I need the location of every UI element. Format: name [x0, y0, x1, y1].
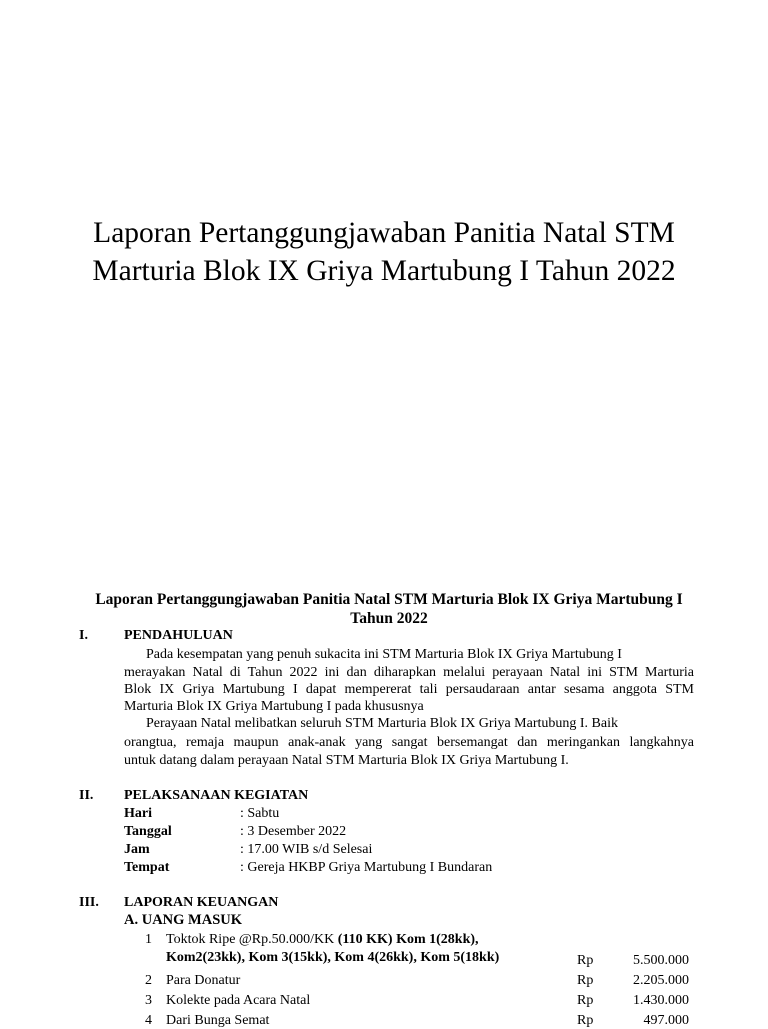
section-1-p2-line-3: untuk datang dalam perayaan Natal STM Marturia Blok IX Griya Martubung I. [124, 753, 569, 768]
cover-title-line-1: Laporan Pertanggungjawaban Panitia Natal STM [93, 217, 675, 249]
income-item-1-currency: Rp [577, 953, 594, 968]
section-3-number: III. [79, 895, 99, 910]
schedule-value-time: : 17.00 WIB s/d Selesai [240, 842, 373, 857]
section-1-p1-line-2: merayakan Natal di Tahun 2022 ini dan diharapkan melalui perayaan Natal ini STM Marturia [124, 665, 694, 680]
schedule-value-place: : Gereja HKBP Griya Martubung I Bundaran [240, 860, 493, 875]
schedule-label-place: Tempat [124, 860, 170, 875]
section-1-p1-line-3: Blok IX Griya Martubung I dapat mempererat tali persaudaraan antar sesama anggota STM [124, 682, 694, 697]
schedule-label-time: Jam [124, 842, 150, 857]
schedule-value-day: : Sabtu [240, 806, 280, 821]
income-item-3-number: 3 [145, 993, 152, 1008]
income-item-3-amount: 1.430.000 [633, 993, 689, 1008]
cover-title-line-2: Marturia Blok IX Griya Martubung I Tahun 2022 [92, 255, 676, 287]
section-1-number: I. [79, 628, 88, 643]
section-1-p2-line-1: Perayaan Natal melibatkan seluruh STM Marturia Blok IX Griya Martubung I. Baik [146, 716, 618, 731]
income-item-3-currency: Rp [577, 993, 594, 1008]
income-item-2-text: Para Donatur [166, 973, 241, 988]
section-2-number: II. [79, 788, 94, 803]
section-1-p1-line-4: Marturia Blok IX Griya Martubung I pada khususnya [124, 699, 424, 714]
section-1-heading: PENDAHULUAN [124, 628, 233, 643]
section-1-p2-line-2: orangtua, remaja maupun anak-anak yang sangat bersemangat dan meringankan langkahnya [124, 735, 694, 750]
schedule-label-date: Tanggal [124, 824, 172, 839]
doc-title-line-1: Laporan Pertanggungjawaban Panitia Natal STM Marturia Blok IX Griya Martubung I [95, 591, 683, 608]
income-item-3-text: Kolekte pada Acara Natal [166, 993, 311, 1008]
section-1-p1-line-1: Pada kesempatan yang penuh sukacita ini STM Marturia Blok IX Griya Martubung I [146, 647, 622, 662]
income-item-1-text [166, 932, 479, 948]
section-2-heading: PELAKSANAAN KEGIATAN [124, 788, 309, 803]
income-item-4-amount: 497.000 [643, 1013, 689, 1028]
income-item-2-currency: Rp [577, 973, 594, 988]
income-item-4-currency: Rp [577, 1013, 594, 1028]
income-item-1-text-bold: (110 KK) Kom 1(28kk), [337, 932, 479, 947]
income-item-4-number: 4 [145, 1013, 152, 1028]
doc-title-line-2: Tahun 2022 [350, 610, 428, 627]
schedule-value-date: : 3 Desember 2022 [240, 824, 347, 839]
income-item-1-amount: 5.500.000 [633, 953, 689, 968]
income-item-1-text-plain: Toktok Ripe @Rp.50.000/KK [166, 932, 338, 947]
income-item-4-text: Dari Bunga Semat [166, 1013, 270, 1028]
income-item-2-number: 2 [145, 973, 152, 988]
income-item-1-number: 1 [145, 932, 152, 947]
income-item-2-amount: 2.205.000 [633, 973, 689, 988]
subsection-a-heading: A. UANG MASUK [124, 912, 243, 928]
schedule-label-day: Hari [124, 806, 152, 821]
income-item-1-text-line-2: Kom2(23kk), Kom 3(15kk), Kom 4(26kk), Kom 5(18kk) [166, 950, 500, 965]
section-3-heading: LAPORAN KEUANGAN [124, 895, 279, 910]
